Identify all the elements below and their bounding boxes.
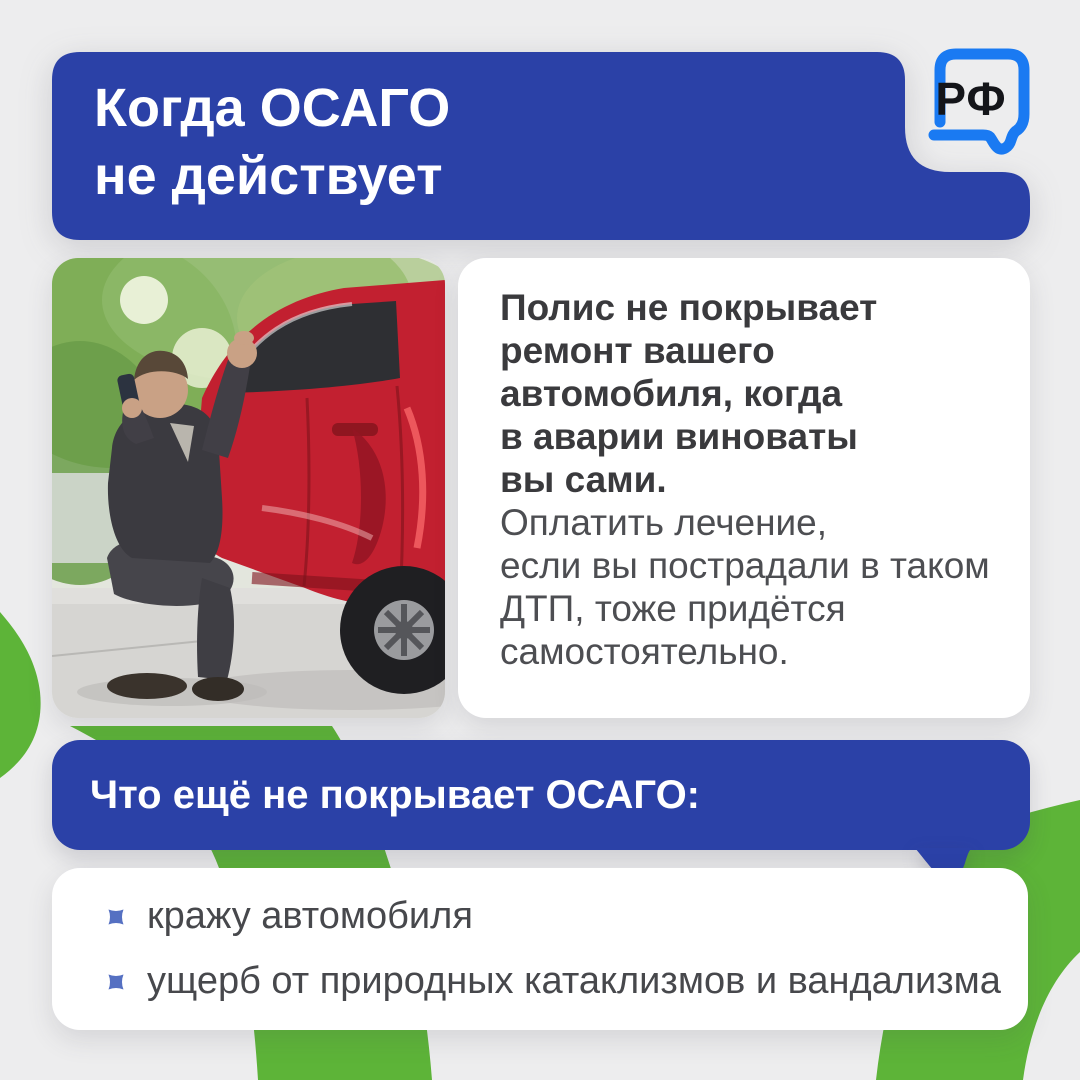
green-left-arc (0, 612, 41, 778)
list-item-label: кражу автомобиля (147, 895, 473, 937)
info-regular-line: если вы пострадали в таком (500, 545, 990, 586)
header-panel (52, 52, 1030, 240)
list-item (107, 895, 1028, 938)
section-banner-label: Что ещё не покрывает ОСАГО: (90, 772, 700, 817)
photo-illustration (52, 258, 445, 718)
info-bold-line: автомобиля, когда (500, 373, 843, 414)
list-item-label: ущерб от природных катаклизмов и вандализма (147, 960, 1001, 1002)
info-card (458, 258, 1030, 718)
info-bold-line: Полис не покрывает (500, 287, 878, 328)
page-title: Когда ОСАГО не действует (94, 78, 451, 206)
info-bold-line: в аварии виноваты (500, 416, 858, 457)
sparkle-bullet-icon (107, 908, 125, 926)
list-item (107, 960, 1028, 1003)
info-regular-line: Оплатить лечение, (500, 502, 828, 543)
sparkle-bullet-icon (107, 973, 125, 991)
photo-damaged-car (52, 258, 445, 718)
rf-logo (928, 42, 1036, 156)
info-regular-line: самостоятельно. (500, 631, 789, 672)
section-banner (52, 740, 1030, 850)
info-bold-line: вы сами. (500, 459, 667, 500)
info-regular-line: ДТП, тоже придётся (500, 588, 846, 629)
info-bold-line: ремонт вашего (500, 330, 775, 371)
exclusions-list-card (52, 868, 1028, 1030)
rf-logo-text: РФ (935, 73, 1007, 125)
